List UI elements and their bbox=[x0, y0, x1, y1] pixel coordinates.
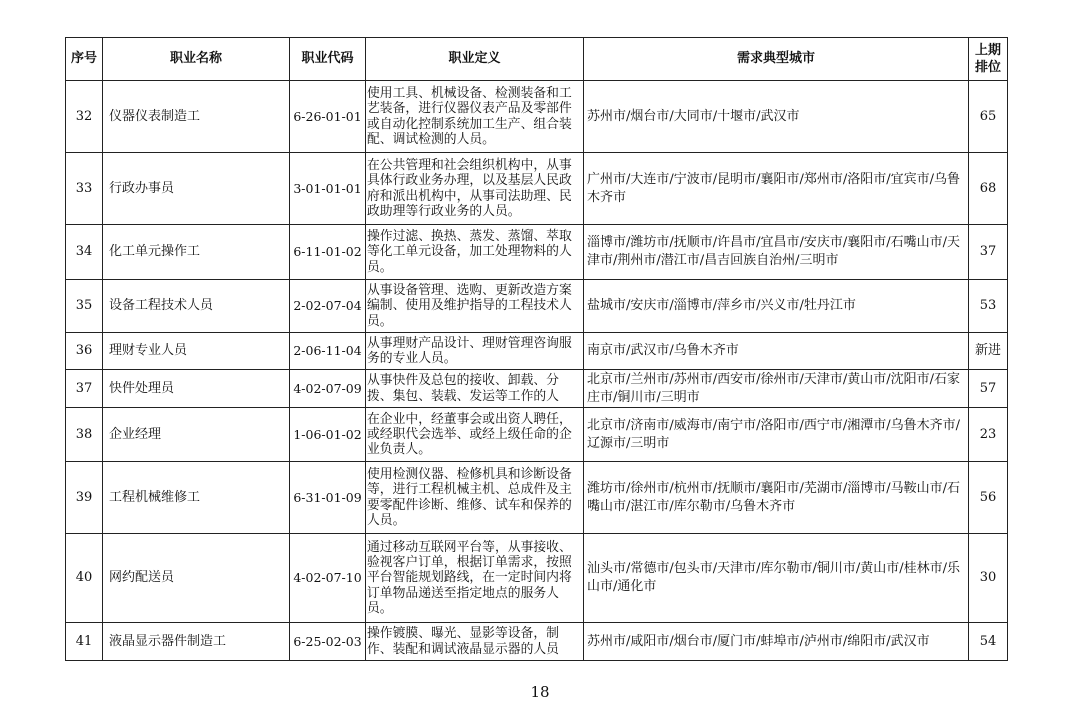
row-name: 化工单元操作工 bbox=[103, 225, 290, 280]
row-no: 40 bbox=[66, 534, 103, 623]
row-definition: 使用检测仪器、检修机具和诊断设备等，进行工程机械主机、总成件及主要零配件诊断、维修、试车和保养的人员。 bbox=[366, 462, 584, 534]
row-no: 36 bbox=[66, 333, 103, 370]
header-cities: 需求典型城市 bbox=[584, 38, 969, 81]
row-definition: 使用工具、机械设备、检测装备和工艺装备，进行仪器仪表产品及零部件或自动化控制系统加工生产、组合装配、调试检测的人员。 bbox=[366, 81, 584, 153]
header-no: 序号 bbox=[66, 38, 103, 81]
row-cities: 汕头市/常德市/包头市/天津市/库尔勒市/铜川市/黄山市/桂林市/乐山市/通化市 bbox=[584, 534, 969, 623]
row-rank: 54 bbox=[969, 623, 1008, 661]
row-rank: 53 bbox=[969, 280, 1008, 333]
row-definition: 通过移动互联网平台等，从事接收、验视客户订单，根据订单需求，按照平台智能规划路线，在一定时间内将订单物品递送至指定地点的服务人员。 bbox=[366, 534, 584, 623]
row-cities: 淄博市/潍坊市/抚顺市/许昌市/宜昌市/安庆市/襄阳市/石嘴山市/天津市/荆州市/潜江市/昌吉回族自治州/三明市 bbox=[584, 225, 969, 280]
row-definition: 从事设备管理、选购、更新改造方案编制、使用及维护指导的工程技术人员。 bbox=[366, 280, 584, 333]
row-cities: 北京市/兰州市/苏州市/西安市/徐州市/天津市/黄山市/沈阳市/石家庄市/铜川市/三明市 bbox=[584, 370, 969, 408]
row-name: 快件处理员 bbox=[103, 370, 290, 408]
row-definition: 操作镀膜、曝光、显影等设备，制作、装配和调试液晶显示器的人员 bbox=[366, 623, 584, 661]
header-definition: 职业定义 bbox=[366, 38, 584, 81]
row-name: 行政办事员 bbox=[103, 153, 290, 225]
row-name: 企业经理 bbox=[103, 408, 290, 462]
table-row bbox=[66, 623, 1008, 661]
row-no: 35 bbox=[66, 280, 103, 333]
row-rank: 新进 bbox=[969, 333, 1008, 370]
table-row bbox=[66, 534, 1008, 623]
header-rank-line1: 上期 bbox=[974, 43, 1001, 58]
row-no: 38 bbox=[66, 408, 103, 462]
row-no: 41 bbox=[66, 623, 103, 661]
row-rank: 57 bbox=[969, 370, 1008, 408]
row-no: 37 bbox=[66, 370, 103, 408]
row-rank: 30 bbox=[969, 534, 1008, 623]
table-row bbox=[66, 462, 1008, 534]
row-definition: 在公共管理和社会组织机构中，从事具体行政业务办理，以及基层人民政府和派出机构中，从事司法助理、民政助理等行政业务的人员。 bbox=[366, 153, 584, 225]
table-row bbox=[66, 333, 1008, 370]
row-name: 网约配送员 bbox=[103, 534, 290, 623]
header-rank bbox=[969, 38, 1008, 81]
table-row bbox=[66, 370, 1008, 408]
table-row bbox=[66, 225, 1008, 280]
row-code: 4-02-07-09 bbox=[290, 370, 366, 408]
table-row bbox=[66, 408, 1008, 462]
table-row bbox=[66, 81, 1008, 153]
row-rank: 65 bbox=[969, 81, 1008, 153]
row-definition: 从事快件及总包的接收、卸载、分拨、集包、装载、发运等工作的人 bbox=[366, 370, 584, 408]
row-cities: 广州市/大连市/宁波市/昆明市/襄阳市/郑州市/洛阳市/宜宾市/乌鲁木齐市 bbox=[584, 153, 969, 225]
table-row bbox=[66, 280, 1008, 333]
row-cities: 盐城市/安庆市/淄博市/萍乡市/兴义市/牡丹江市 bbox=[584, 280, 969, 333]
row-code: 6-31-01-09 bbox=[290, 462, 366, 534]
row-no: 34 bbox=[66, 225, 103, 280]
row-cities: 南京市/武汉市/乌鲁木齐市 bbox=[584, 333, 969, 370]
row-definition: 从事理财产品设计、理财管理咨询服务的专业人员。 bbox=[366, 333, 584, 370]
row-rank: 68 bbox=[969, 153, 1008, 225]
row-code: 4-02-07-10 bbox=[290, 534, 366, 623]
header-name: 职业名称 bbox=[103, 38, 290, 81]
row-cities: 北京市/济南市/威海市/南宁市/洛阳市/西宁市/湘潭市/乌鲁木齐市/辽源市/三明市 bbox=[584, 408, 969, 462]
row-name: 设备工程技术人员 bbox=[103, 280, 290, 333]
table-row bbox=[66, 153, 1008, 225]
row-no: 33 bbox=[66, 153, 103, 225]
page-number: 18 bbox=[530, 683, 550, 701]
row-name: 仪器仪表制造工 bbox=[103, 81, 290, 153]
row-rank: 23 bbox=[969, 408, 1008, 462]
row-definition: 在企业中，经董事会或出资人聘任，或经职代会选举、或经上级任命的企业负责人。 bbox=[366, 408, 584, 462]
row-cities: 苏州市/烟台市/大同市/十堰市/武汉市 bbox=[584, 81, 969, 153]
row-rank: 37 bbox=[969, 225, 1008, 280]
row-name: 理财专业人员 bbox=[103, 333, 290, 370]
header-rank-line2: 排位 bbox=[974, 60, 1001, 75]
header-code: 职业代码 bbox=[290, 38, 366, 81]
row-rank: 56 bbox=[969, 462, 1008, 534]
row-code: 6-25-02-03 bbox=[290, 623, 366, 661]
row-cities: 苏州市/咸阳市/烟台市/厦门市/蚌埠市/泸州市/绵阳市/武汉市 bbox=[584, 623, 969, 661]
row-name: 液晶显示器件制造工 bbox=[103, 623, 290, 661]
row-name: 工程机械维修工 bbox=[103, 462, 290, 534]
row-code: 6-26-01-01 bbox=[290, 81, 366, 153]
row-code: 2-06-11-04 bbox=[290, 333, 366, 370]
row-code: 1-06-01-02 bbox=[290, 408, 366, 462]
row-no: 39 bbox=[66, 462, 103, 534]
row-code: 3-01-01-01 bbox=[290, 153, 366, 225]
row-no: 32 bbox=[66, 81, 103, 153]
table-header-row bbox=[66, 38, 1008, 81]
occupation-table bbox=[65, 37, 1008, 661]
row-code: 2-02-07-04 bbox=[290, 280, 366, 333]
row-definition: 操作过滤、换热、蒸发、蒸馏、萃取等化工单元设备，加工处理物料的人员。 bbox=[366, 225, 584, 280]
row-code: 6-11-01-02 bbox=[290, 225, 366, 280]
row-cities: 潍坊市/徐州市/杭州市/抚顺市/襄阳市/芜湖市/淄博市/马鞍山市/石嘴山市/湛江市/库尔勒市/乌鲁木齐市 bbox=[584, 462, 969, 534]
